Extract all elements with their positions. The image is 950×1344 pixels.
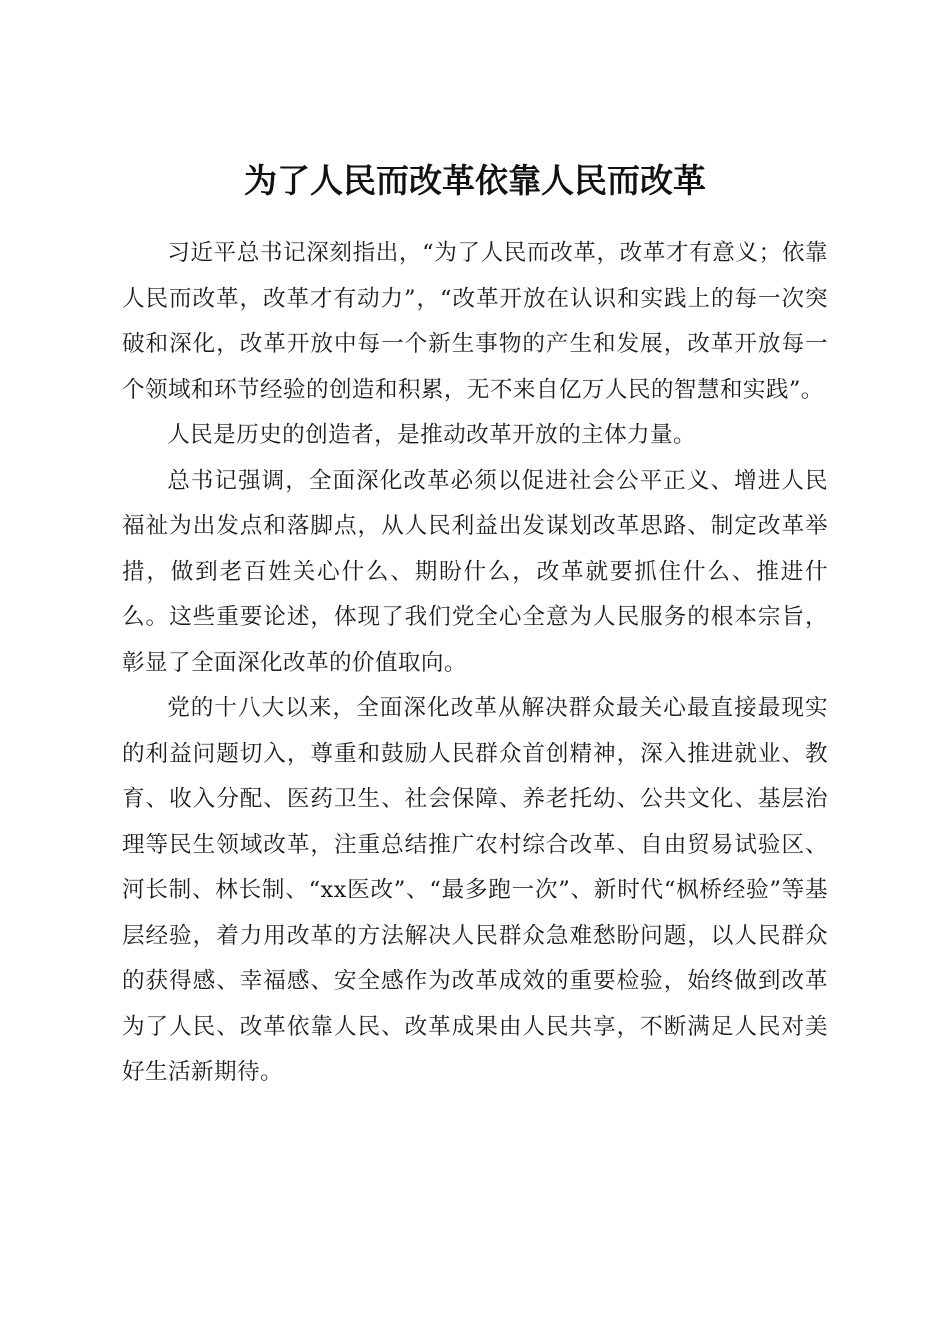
document-title: 为了人民而改革依靠人民而改革 — [244, 161, 706, 201]
paragraph-2: 人民是历史的创造者，是推动改革开放的主体力量。 — [167, 422, 697, 448]
paragraph-4: 党的十八大以来，全面深化改革从解决群众最关心最直接最现实的利益问题切入，尊重和鼓励人民群众首创精神，深入推进就业、教育、收入分配、医药卫生、社会保障、养老托幼、公共文化、基层治理等民生领域改革，注重总结推广农村综合改革、自由贸易试验区、河长制、林长制、“xx医改”、“最多跑一次”、新时代“枫桥经验”等基层经验，着力用改革的方法解决人民群众急难愁盼问题，以人民群众的获得感、幸福感、安全感作为改革成效的重要检验，始终做到改革为了人民、改革依靠人民、改革成果由人民共享，不断满足人民对美好生活新期待。 — [122, 695, 828, 1085]
paragraph-1: 习近平总书记深刻指出，“为了人民而改革，改革才有意义；依靠人民而改革，改革才有动力”，“改革开放在认识和实践上的每一次突破和深化，改革开放中每一个新生事物的产生和发展，改革开放每一个领域和环节经验的创造和积累，无不来自亿万人民的智慧和实践”。 — [122, 240, 828, 403]
paragraph-3: 总书记强调，全面深化改革必须以促进社会公平正义、增进人民福祉为出发点和落脚点，从人民利益出发谋划改革思路、制定改革举措，做到老百姓关心什么、期盼什么，改革就要抓住什么、推进什么。这些重要论述，体现了我们党全心全意为人民服务的根本宗旨，彰显了全面深化改革的价值取向。 — [122, 467, 828, 676]
document-body — [122, 231, 828, 1096]
